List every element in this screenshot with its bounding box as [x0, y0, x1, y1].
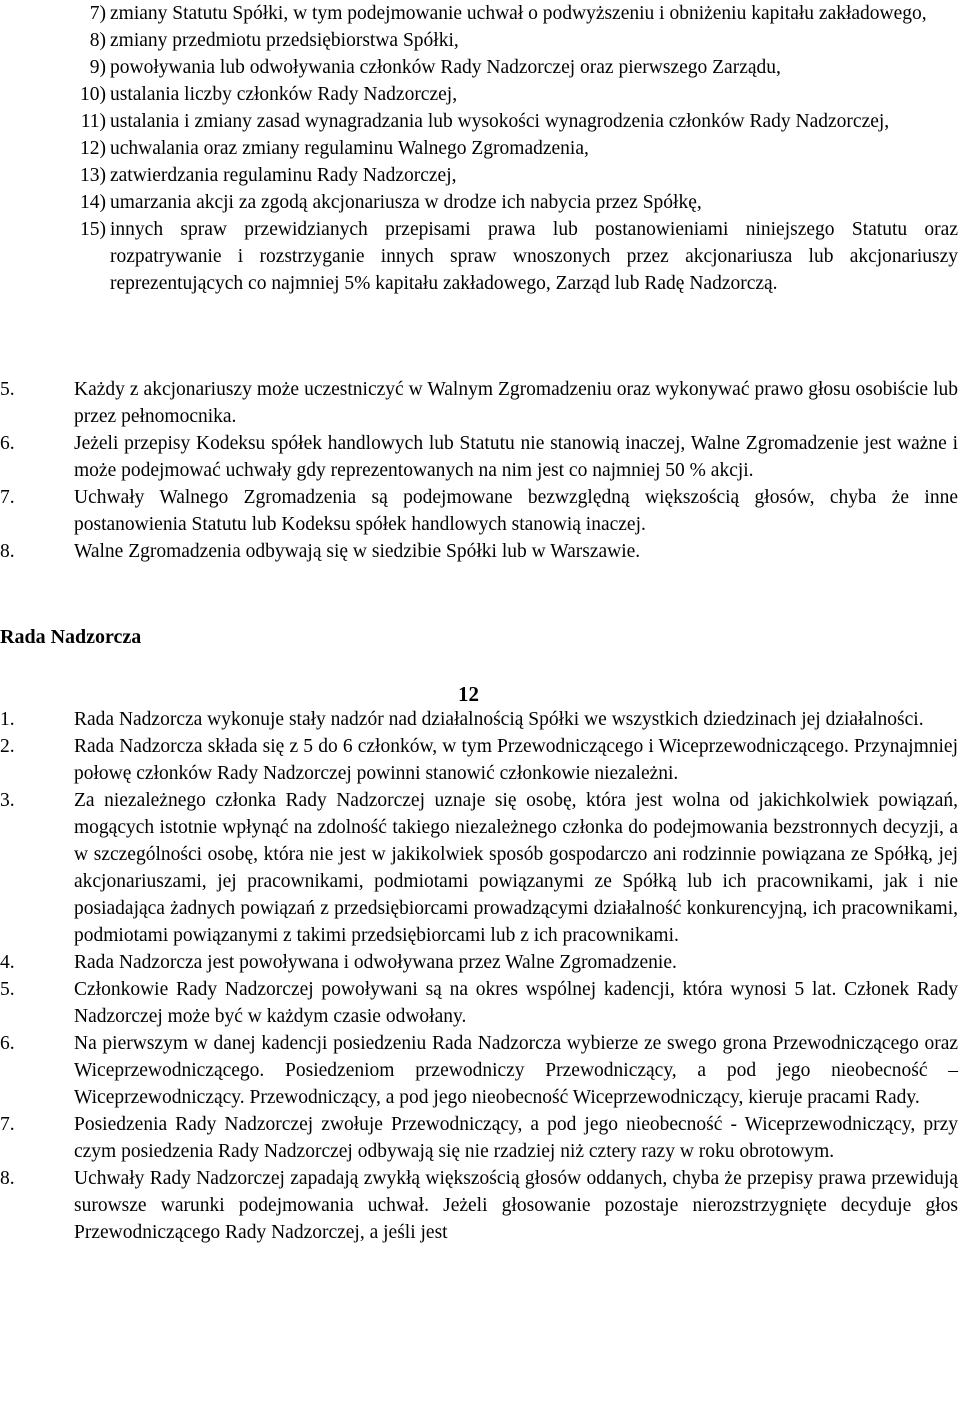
item-number: 2.	[0, 736, 15, 757]
item-text: innych spraw przewidzianych przepisami prawa lub postanowieniami niniejszego Statutu oraz rozpatrywanie i rozstrzyganie innych spraw wnoszonych przez akcjonariusza lub akcjonariuszy reprezentujących co najmniej 5% kapitału zakładowego, Zarząd lub Radę Nadzorczą.	[110, 219, 958, 294]
item-text: Członkowie Rady Nadzorczej powoływani są na okres wspólnej kadencji, która wynosi 5 lat. Członek Rady Nadzorczej może być w każdym czasie odwołany.	[74, 979, 958, 1027]
list-item	[0, 376, 958, 430]
list-item	[66, 27, 958, 54]
item-number: 7.	[0, 1114, 15, 1135]
sublist	[66, 0, 958, 297]
list-item	[66, 135, 958, 162]
list-item	[0, 787, 958, 949]
item-text: Walne Zgromadzenia odbywają się w siedzibie Spółki lub w Warszawie.	[74, 541, 641, 562]
item-text: Uchwały Rady Nadzorczej zapadają zwykłą większością głosów oddanych, chyba że przepisy prawa przewidują surowsze warunki podejmowania uchwał. Jeżeli głosowanie pozostaje nierozstrzygnięte decyduje głos Przewodniczącego Rady Nadzorczej, a jeśli jest	[74, 1168, 958, 1243]
section-number: 12	[458, 682, 479, 706]
numbered-list-supervisory-board	[0, 706, 958, 1246]
item-number: 8.	[0, 541, 15, 562]
list-item	[66, 81, 958, 108]
item-text: Rada Nadzorcza wykonuje stały nadzór nad działalnością Spółki we wszystkich dziedzinach jej działalności.	[74, 709, 924, 730]
item-text: Na pierwszym w danej kadencji posiedzeniu Rada Nadzorcza wybierze ze swego grona Przewodniczącego oraz Wiceprzewodniczącego. Posiedzeniom przewodniczy Przewodniczący, a pod jego nieobecność – Wiceprzewodniczący. Przewodniczący, a pod jego nieobecność Wiceprzewodniczący, kieruje pracami Rady.	[74, 1033, 958, 1108]
item-number: 5.	[0, 979, 15, 1000]
item-number: 12)	[80, 138, 106, 159]
item-text: Posiedzenia Rady Nadzorczej zwołuje Przewodniczący, a pod jego nieobecność - Wiceprzewodniczący, przy czym posiedzenia Rady Nadzorczej odbywają się nie rzadziej niż cztery razy w roku obrotowym.	[74, 1114, 958, 1162]
list-item	[0, 1111, 958, 1165]
item-number: 6.	[0, 433, 15, 454]
list-item	[66, 189, 958, 216]
item-number: 3.	[0, 790, 15, 811]
list-item	[66, 54, 958, 81]
item-text: ustalania liczby członków Rady Nadzorczej,	[110, 84, 458, 105]
list-item	[0, 733, 958, 787]
item-text: Za niezależnego członka Rady Nadzorczej uznaje się osobę, która jest wolna od jakichkolwiek powiązań, mogących istotnie wpłynąć na zdolność takiego niezależnego członka do podejmowania bezstronnych decyzji, a w szczególności osobę, która nie jest w jakikolwiek sposób gospodarczo ani rodzinnie powiązana ze Spółką, jej akcjonariuszami, jej pracownikami, podmiotami powiązanymi ze Spółką lub ich pracownikami, jak i nie posiadająca żadnych powiązań z przedsiębiorcami prowadzącymi działalność konkurencyjną, ich pracownikami, podmiotami powiązanymi z takimi przedsiębiorcami lub z ich pracownikami.	[74, 790, 958, 946]
item-text: Uchwały Walnego Zgromadzenia są podejmowane bezwzględną większością głosów, chyba że inne postanowienia Statutu lub Kodeksu spółek handlowych stanowią inaczej.	[74, 487, 958, 535]
item-number: 8)	[89, 30, 106, 51]
list-item	[0, 706, 958, 733]
item-number: 1.	[0, 709, 15, 730]
item-text: umarzania akcji za zgodą akcjonariusza w drodze ich nabycia przez Spółkę,	[110, 192, 702, 213]
item-number: 9)	[89, 57, 106, 78]
list-item	[66, 162, 958, 189]
item-number: 7)	[89, 3, 106, 24]
item-number: 15)	[80, 219, 106, 240]
list-item	[0, 538, 958, 565]
list-item	[0, 1030, 958, 1111]
item-text: zatwierdzania regulaminu Rady Nadzorczej,	[110, 165, 457, 186]
item-number: 11)	[80, 111, 106, 132]
item-number: 13)	[80, 165, 106, 186]
item-number: 10)	[80, 84, 106, 105]
item-number: 14)	[80, 192, 106, 213]
item-text: Każdy z akcjonariuszy może uczestniczyć w Walnym Zgromadzeniu oraz wykonywać prawo głosu osobiście lub przez pełnomocnika.	[74, 379, 958, 427]
item-text: ustalania i zmiany zasad wynagradzania lub wysokości wynagrodzenia członków Rady Nadzorczej,	[110, 111, 890, 132]
section-heading: Rada Nadzorcza	[0, 626, 142, 648]
list-item	[0, 949, 958, 976]
item-text: uchwalania oraz zmiany regulaminu Walnego Zgromadzenia,	[110, 138, 589, 159]
item-text: Rada Nadzorcza składa się z 5 do 6 członków, w tym Przewodniczącego i Wiceprzewodniczącego. Przynajmniej połowę członków Rady Nadzorczej powinni stanowić członkowie niezależni.	[74, 736, 958, 784]
item-text: zmiany przedmiotu przedsiębiorstwa Spółki,	[110, 30, 459, 51]
list-item	[0, 976, 958, 1030]
item-number: 7.	[0, 487, 15, 508]
list-item	[0, 430, 958, 484]
item-text: powoływania lub odwoływania członków Rady Nadzorczej oraz pierwszego Zarządu,	[110, 57, 781, 78]
list-item	[66, 108, 958, 135]
numbered-list-general-meeting	[0, 376, 958, 565]
item-text: Rada Nadzorcza jest powoływana i odwoływana przez Walne Zgromadzenie.	[74, 952, 677, 973]
item-number: 6.	[0, 1033, 15, 1054]
list-item	[0, 1165, 958, 1246]
list-item	[66, 216, 958, 297]
list-item	[0, 484, 958, 538]
item-text: zmiany Statutu Spółki, w tym podejmowanie uchwał o podwyższeniu i obniżeniu kapitału zakładowego,	[110, 3, 927, 24]
item-number: 5.	[0, 379, 15, 400]
item-number: 4.	[0, 952, 15, 973]
item-text: Jeżeli przepisy Kodeksu spółek handlowych lub Statutu nie stanowią inaczej, Walne Zgromadzenie jest ważne i może podejmować uchwały gdy reprezentowanych na nim jest co najmniej 50 % akcji.	[74, 433, 958, 481]
item-number: 8.	[0, 1168, 15, 1189]
list-item	[66, 0, 958, 27]
